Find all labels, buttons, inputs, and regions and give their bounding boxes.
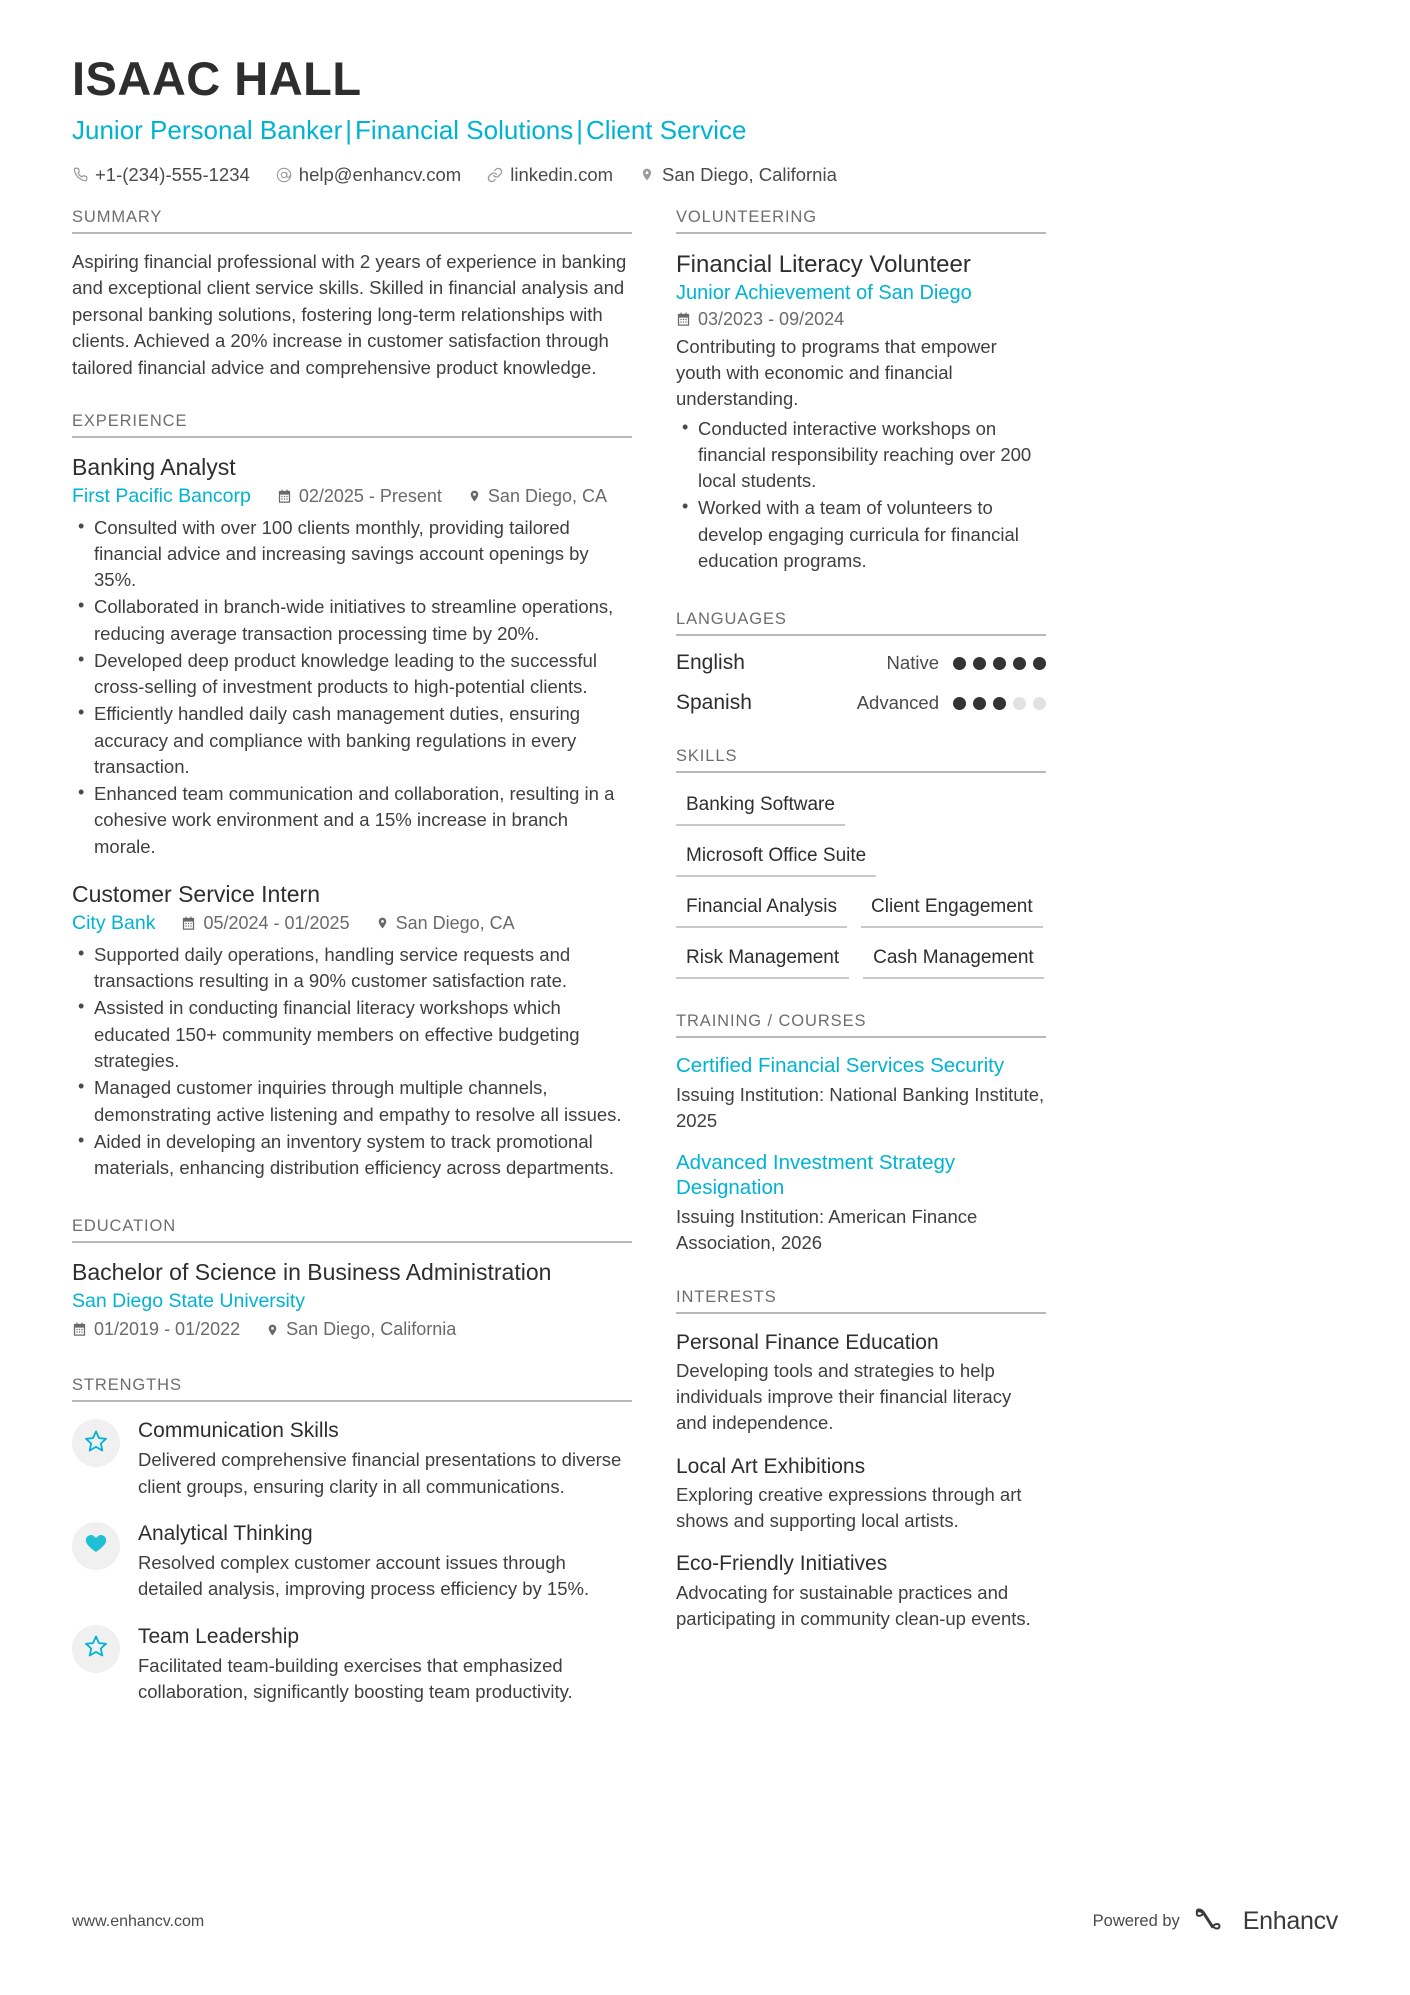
enhancv-logo <box>1194 1906 1338 1937</box>
language-row <box>676 691 1046 715</box>
section-divider <box>676 771 1046 773</box>
section-training <box>676 1012 1046 1255</box>
strength-badge <box>72 1522 120 1570</box>
strength-description: Delivered comprehensive financial presentations to diverse client groups, ensuring clarity in all communications. <box>138 1449 622 1497</box>
section-education <box>72 1217 632 1340</box>
course-item <box>676 1053 1046 1133</box>
contact-row <box>72 164 1338 186</box>
course-detail: Issuing Institution: National Banking Institute, 2025 <box>676 1083 1045 1131</box>
rating-dot <box>973 697 986 710</box>
list-item: • Collaborated in branch-wide initiatives to streamline operations, reducing average transaction processing time by 20%. <box>72 594 632 647</box>
list-item: • Managed customer inquiries through multiple channels, demonstrating active listening and empathy to resolve all issues. <box>72 1075 632 1128</box>
enhancv-mark-icon <box>1194 1906 1234 1937</box>
contact-location-text: San Diego, California <box>662 163 837 185</box>
course-name: Certified Financial Services Security <box>676 1054 1005 1078</box>
language-rating-dots <box>953 697 1046 710</box>
experience-bullets <box>72 942 632 1181</box>
experience-location <box>376 913 515 934</box>
section-experience <box>72 412 632 1182</box>
experience-company: First Pacific Bancorp <box>72 484 251 507</box>
strength-body <box>138 1417 632 1500</box>
left-column <box>72 208 632 1726</box>
strength-description: Facilitated team-building exercises that emphasized collaboration, significantly boosting team productivity. <box>138 1655 573 1703</box>
rating-dot <box>1033 657 1046 670</box>
education-entry <box>72 1258 632 1340</box>
rating-dot <box>993 657 1006 670</box>
interest-description: Developing tools and strategies to help individuals improve their financial literacy and independence. <box>676 1359 1012 1434</box>
experience-dates-text: 02/2025 - Present <box>298 485 442 506</box>
skill-tag: Financial Analysis <box>676 890 847 928</box>
link-icon <box>487 166 503 184</box>
language-name: English <box>676 651 745 675</box>
language-rating-dots <box>953 657 1046 670</box>
list-item: • Supported daily operations, handling service requests and transactions resulting in a 90% customer satisfaction rate. <box>72 942 632 995</box>
strength-name: Communication Skills <box>138 1419 339 1443</box>
section-divider <box>72 1400 632 1402</box>
list-item: • Aided in developing an inventory system to track promotional materials, enhancing distribution efficiency across departments. <box>72 1129 632 1182</box>
list-item: • Assisted in conducting financial literacy workshops which educated 150+ community members on effective budgeting strategies. <box>72 995 632 1074</box>
section-strengths <box>72 1376 632 1705</box>
resume-columns <box>72 208 1338 1726</box>
star-outline-icon <box>84 1429 108 1458</box>
footer-url[interactable]: www.enhancv.com <box>72 1912 205 1930</box>
calendar-icon <box>181 916 196 931</box>
spacer <box>72 1201 632 1217</box>
education-location-text: San Diego, California <box>286 1319 457 1340</box>
rating-dot <box>993 697 1006 710</box>
interest-item <box>676 1550 1046 1632</box>
volunteering-dates <box>676 309 1046 330</box>
volunteering-organization: Junior Achievement of San Diego <box>676 281 972 304</box>
contact-email[interactable] <box>276 164 461 186</box>
rating-dot <box>1013 657 1026 670</box>
language-row <box>676 651 1046 675</box>
section-title-training: TRAINING / COURSES <box>676 1012 867 1031</box>
section-title-strengths: STRENGTHS <box>72 1376 182 1395</box>
section-interests <box>676 1288 1046 1633</box>
spacer <box>676 731 1046 747</box>
experience-dates <box>181 913 349 934</box>
skill-tag: Cash Management <box>863 941 1044 979</box>
strength-item <box>72 1417 632 1500</box>
list-item: • Efficiently handled daily cash management duties, ensuring accuracy and compliance with banking regulations in every transaction. <box>72 701 632 780</box>
right-column <box>676 208 1046 1649</box>
experience-role: Customer Service Intern <box>72 881 320 908</box>
section-title-skills: SKILLS <box>676 747 738 766</box>
volunteering-role: Financial Literacy Volunteer <box>676 250 971 278</box>
rating-dot <box>1013 697 1026 710</box>
language-level: Native <box>886 652 939 674</box>
list-item: • Developed deep product knowledge leading to the successful cross-selling of investment products to high-potential clients. <box>72 648 632 701</box>
volunteering-bullets <box>676 416 1046 575</box>
experience-entry <box>72 453 632 860</box>
language-rating-group <box>887 652 1046 674</box>
section-skills <box>676 747 1046 992</box>
headline-part-2: Financial Solutions <box>355 115 574 146</box>
section-summary <box>72 208 632 382</box>
skill-tag: Microsoft Office Suite <box>676 839 876 877</box>
candidate-name: ISAAC HALL <box>72 52 362 105</box>
list-item: • Worked with a team of volunteers to develop engaging curricula for financial education programs. <box>676 495 1046 574</box>
course-name: Advanced Investment Strategy Designation <box>676 1150 956 1200</box>
spacer <box>676 1272 1046 1288</box>
experience-entry <box>72 880 632 1181</box>
section-divider <box>676 634 1046 636</box>
education-location <box>266 1319 456 1340</box>
experience-role: Banking Analyst <box>72 453 236 480</box>
headline-part-3: Client Service <box>586 115 747 146</box>
section-volunteering <box>676 208 1046 575</box>
location-pin-icon <box>468 488 481 504</box>
rating-dot <box>1033 697 1046 710</box>
section-divider <box>676 232 1046 234</box>
strength-item <box>72 1520 632 1603</box>
rating-dot <box>953 697 966 710</box>
volunteering-description: Contributing to programs that empower youth with economic and financial understanding. <box>676 335 997 410</box>
volunteering-dates-text: 03/2023 - 09/2024 <box>698 308 845 329</box>
language-name: Spanish <box>676 691 752 715</box>
skill-tag: Risk Management <box>676 941 849 979</box>
interest-description: Exploring creative expressions through art shows and supporting local artists. <box>676 1483 1022 1532</box>
language-rating-group <box>857 692 1046 714</box>
powered-by-label: Powered by <box>1092 1912 1180 1930</box>
location-pin-icon <box>639 166 655 184</box>
spacer <box>676 996 1046 1012</box>
resume-header <box>72 52 1338 186</box>
experience-meta <box>72 912 632 935</box>
resume-footer <box>72 1906 1338 1937</box>
footer-branding <box>1093 1906 1338 1937</box>
interest-name: Eco-Friendly Initiatives <box>676 1552 888 1576</box>
education-school: San Diego State University <box>72 1290 306 1313</box>
contact-location <box>639 164 837 186</box>
calendar-icon <box>676 312 691 327</box>
section-title-education: EDUCATION <box>72 1217 177 1236</box>
experience-location-text: San Diego, CA <box>395 912 515 933</box>
email-icon <box>276 166 292 184</box>
contact-email-text: help@enhancv.com <box>298 163 462 185</box>
headline-separator-1: | <box>345 115 353 146</box>
list-item: • Conducted interactive workshops on financial responsibility reaching over 200 local students. <box>676 416 1046 495</box>
rating-dot <box>953 657 966 670</box>
summary-text: Aspiring financial professional with 2 years of experience in banking and exceptional client service skills. Skilled in financial analysis and personal banking solutions, fostering long-term relationships with clients. Achieved a 20% increase in customer satisfaction through tailored financial advice and comprehensive product knowledge. <box>72 250 627 379</box>
interest-name: Personal Finance Education <box>676 1330 939 1354</box>
enhancv-wordmark: Enhancv <box>1242 1907 1338 1935</box>
rating-dot <box>973 657 986 670</box>
strength-body <box>138 1520 632 1603</box>
section-divider <box>676 1312 1046 1314</box>
section-divider <box>72 436 632 438</box>
skill-tag: Client Engagement <box>861 890 1043 928</box>
calendar-icon <box>72 1322 87 1337</box>
strength-badge <box>72 1625 120 1673</box>
contact-link-text: linkedin.com <box>510 163 614 185</box>
section-title-interests: INTERESTS <box>676 1287 777 1306</box>
spacer <box>676 594 1046 610</box>
location-pin-icon <box>266 1322 279 1338</box>
phone-icon <box>72 166 88 184</box>
experience-dates <box>277 486 442 507</box>
section-title-experience: EXPERIENCE <box>72 411 188 430</box>
spacer <box>72 386 632 412</box>
strength-description: Resolved complex customer account issues through detailed analysis, improving process efficiency by 15%. <box>138 1552 590 1600</box>
strength-name: Analytical Thinking <box>138 1521 313 1545</box>
location-pin-icon <box>376 915 389 931</box>
experience-bullets <box>72 515 632 860</box>
course-item <box>676 1150 1046 1256</box>
candidate-headline <box>72 114 1338 147</box>
skills-list <box>676 788 1046 992</box>
interest-name: Local Art Exhibitions <box>676 1454 866 1478</box>
experience-meta <box>72 485 632 508</box>
strength-item <box>72 1623 632 1706</box>
contact-phone[interactable] <box>72 164 250 186</box>
experience-dates-text: 05/2024 - 01/2025 <box>203 912 350 933</box>
volunteering-entry <box>676 249 1046 575</box>
star-outline-icon <box>84 1634 108 1663</box>
section-title-summary: SUMMARY <box>72 207 163 226</box>
section-divider <box>72 232 632 234</box>
experience-company: City Bank <box>72 911 156 934</box>
interest-description: Advocating for sustainable practices and participating in community clean-up events. <box>676 1581 1031 1630</box>
headline-separator-2: | <box>576 115 584 146</box>
section-title-volunteering: VOLUNTEERING <box>676 207 817 226</box>
strength-name: Team Leadership <box>138 1624 300 1648</box>
experience-location <box>468 486 607 507</box>
course-detail: Issuing Institution: American Finance Association, 2026 <box>676 1205 978 1253</box>
contact-link[interactable] <box>487 164 613 186</box>
calendar-icon <box>277 489 292 504</box>
section-divider <box>676 1036 1046 1038</box>
section-divider <box>72 1241 632 1243</box>
education-degree: Bachelor of Science in Business Administration <box>72 1259 552 1286</box>
strength-badge <box>72 1419 120 1467</box>
headline-part-1: Junior Personal Banker <box>72 115 343 146</box>
language-level: Advanced <box>856 692 939 714</box>
list-item: • Consulted with over 100 clients monthly, providing tailored financial advice and increasing savings account openings by 35%. <box>72 515 632 594</box>
skill-tag: Banking Software <box>676 788 845 826</box>
section-title-languages: LANGUAGES <box>676 610 787 629</box>
strength-body <box>138 1623 632 1706</box>
spacer <box>72 1360 632 1376</box>
list-item: • Enhanced team communication and collaboration, resulting in a cohesive work environment and a 15% increase in branch morale. <box>72 781 632 860</box>
education-dates-text: 01/2019 - 01/2022 <box>94 1319 241 1340</box>
education-dates <box>72 1319 240 1340</box>
education-meta <box>72 1319 632 1340</box>
interest-item <box>676 1329 1046 1437</box>
heart-filled-icon <box>84 1531 108 1560</box>
contact-phone-text: +1-(234)-555-1234 <box>95 163 250 185</box>
experience-location-text: San Diego, CA <box>487 485 607 506</box>
section-languages <box>676 610 1046 715</box>
interest-item <box>676 1453 1046 1535</box>
